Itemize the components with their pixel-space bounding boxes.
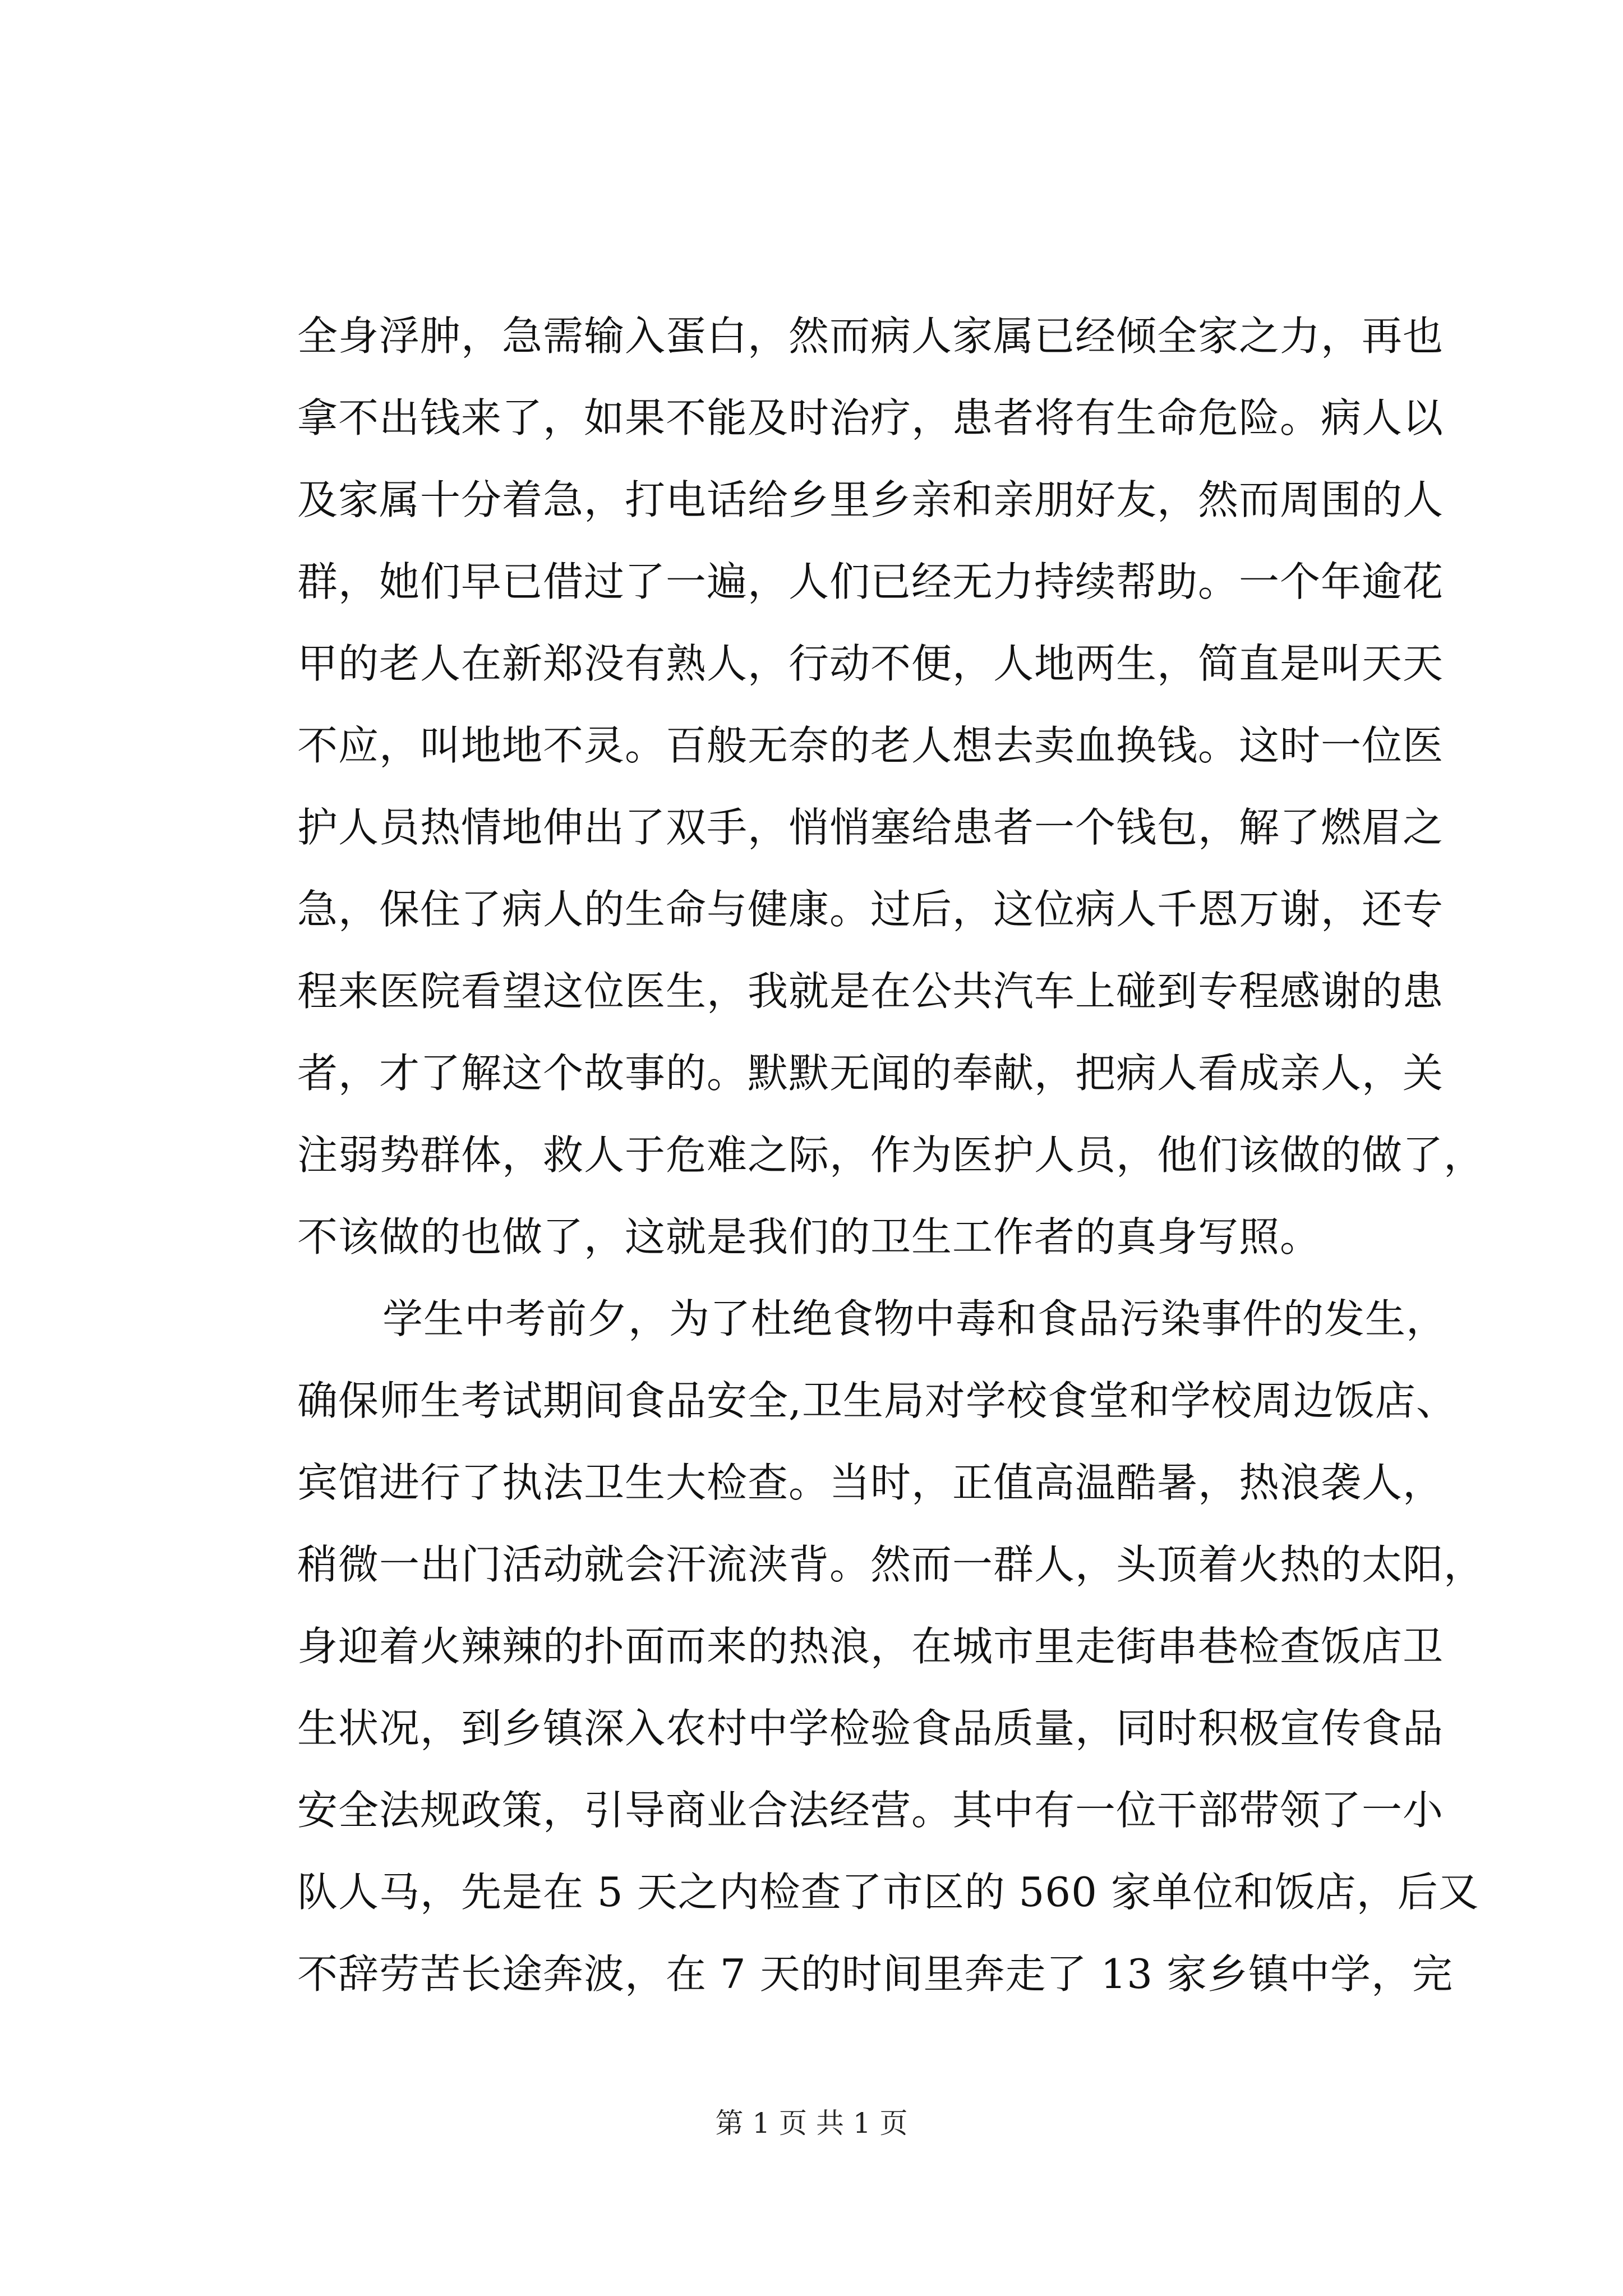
text-line: 甲的老人在新郑没有熟人，行动不便，人地两生，简直是叫天天	[297, 640, 1444, 687]
text-line: 宾馆进行了执法卫生大检查。当时，正值高温酷暑，热浪袭人，	[297, 1459, 1444, 1506]
page-number-footer: 第 1 页 共 1 页	[715, 2107, 908, 2139]
text-line: 队人马，先是在 5 天之内检查了市区的 560 家单位和饭店，后又	[297, 1869, 1479, 1916]
text-line: 安全法规政策，引导商业合法经营。其中有一位干部带领了一小	[297, 1787, 1444, 1834]
paragraph-1	[297, 295, 1485, 1278]
text-line: 群，她们早已借过了一遍，人们已经无力持续帮助。一个年逾花	[297, 558, 1444, 605]
text-line: 及家属十分着急，打电话给乡里乡亲和亲朋好友，然而周围的人	[297, 476, 1444, 523]
document-body	[297, 295, 1485, 2015]
text-line: 护人员热情地伸出了双手，悄悄塞给患者一个钱包，解了燃眉之	[297, 804, 1444, 851]
text-line: 不应，叫地地不灵。百般无奈的老人想去卖血换钱。这时一位医	[297, 722, 1444, 769]
text-line: 者，才了解这个故事的。默默无闻的奉献，把病人看成亲人，关	[297, 1050, 1444, 1097]
text-line: 注弱势群体，救人于危难之际，作为医护人员，他们该做的做了，	[297, 1131, 1485, 1179]
text-line: 急，保住了病人的生命与健康。过后，这位病人千恩万谢，还专	[297, 886, 1444, 933]
paragraph-2	[297, 1278, 1485, 2015]
text-line: 不辞劳苦长途奔波，在 7 天的时间里奔走了 13 家乡镇中学，完	[297, 1950, 1453, 1998]
text-line-indented: 学生中考前夕，为了杜绝食物中毒和食品污染事件的发生，	[382, 1295, 1447, 1342]
text-line: 拿不出钱来了，如果不能及时治疗，患者将有生命危险。病人以	[297, 394, 1444, 441]
text-line: 程来医院看望这位医生，我就是在公共汽车上碰到专程感谢的患	[297, 968, 1444, 1015]
text-line: 确保师生考试期间食品安全,卫生局对学校食堂和学校周边饭店、	[297, 1377, 1457, 1424]
text-line: 全身浮肿，急需输入蛋白，然而病人家属已经倾全家之力，再也	[297, 312, 1444, 360]
text-line: 身迎着火辣辣的扑面而来的热浪，在城市里走街串巷检查饭店卫	[297, 1623, 1444, 1670]
text-line: 稍微一出门活动就会汗流浃背。然而一群人，头顶着火热的太阳，	[297, 1541, 1485, 1588]
text-line: 生状况，到乡镇深入农村中学检验食品质量，同时积极宣传食品	[297, 1705, 1444, 1752]
text-line: 不该做的也做了，这就是我们的卫生工作者的真身写照。	[297, 1213, 1321, 1260]
